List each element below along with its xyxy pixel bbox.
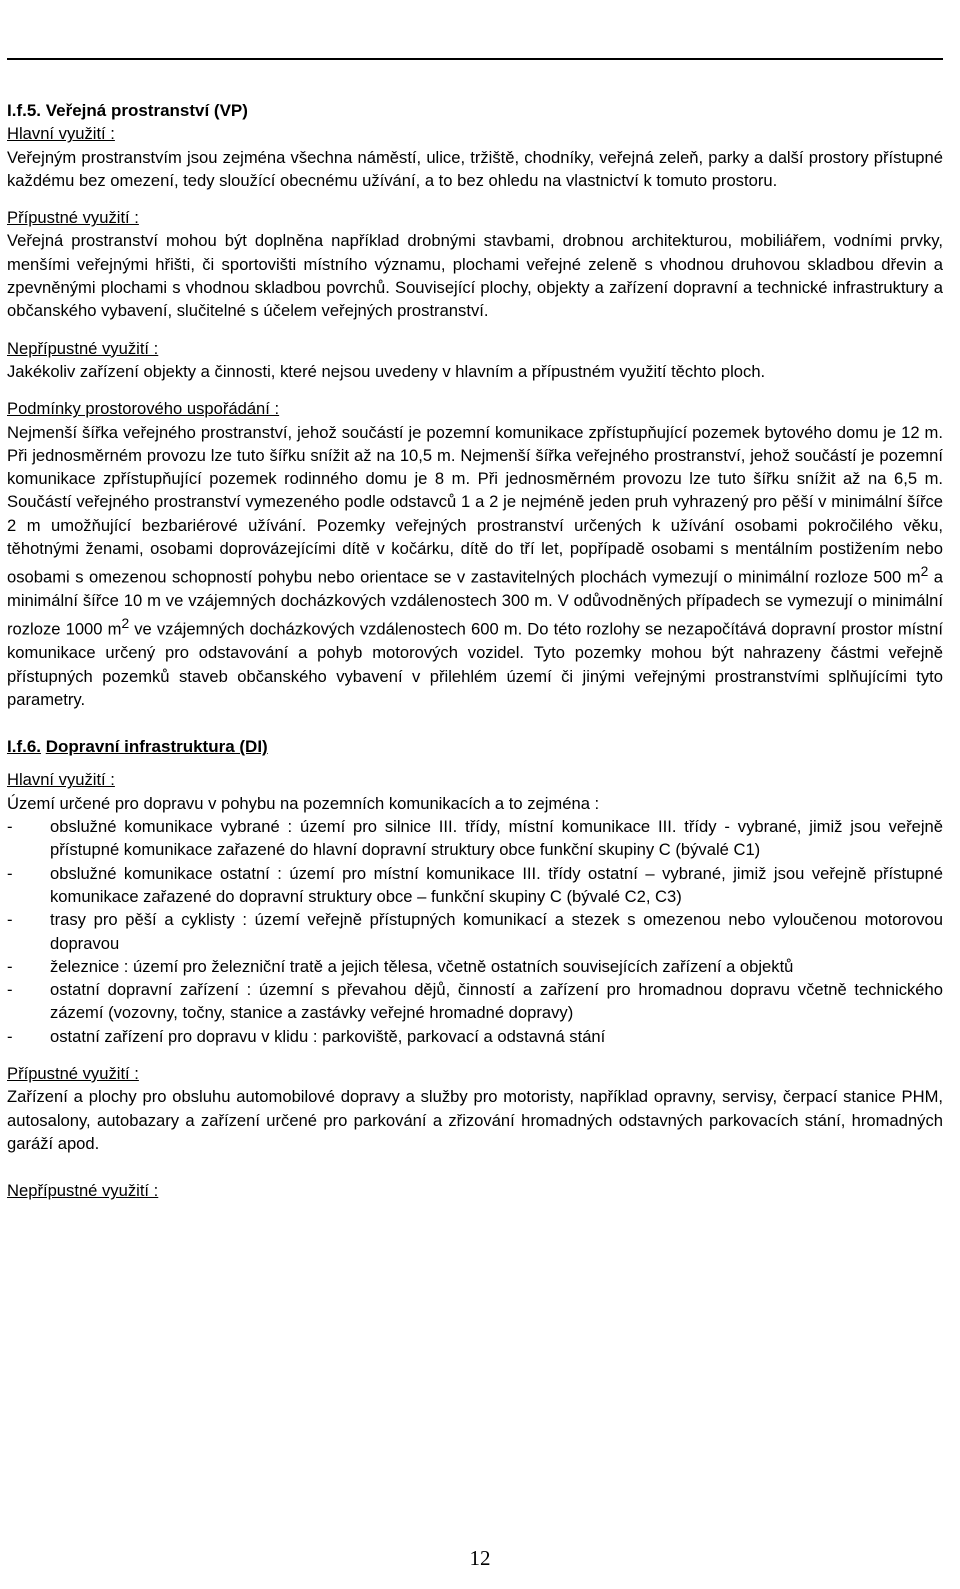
list-item: - železnice : území pro železniční tratě a jejich tělesa, včetně ostatních souvisejících zařízení a objektů — [7, 956, 794, 976]
list-item: - trasy pro pěší a cyklisty : území veřejně přístupných komunikací a stezek s omezenou nebo vyloučenou motorovou dopravou — [7, 910, 943, 953]
list-item: - ostatní zařízení pro dopravu v klidu : parkoviště, parkovací a odstavná stání — [7, 1026, 606, 1046]
di-intro: Území určené pro dopravu v pohybu na pozemních komunikacích a to zejména : — [7, 793, 600, 813]
vp-forbidden-text: Jakékoliv zařízení objekty a činnosti, které nejsou uvedeny v hlavním a přípustném využití těchto ploch. — [7, 361, 766, 381]
superscript: 2 — [920, 563, 929, 580]
document-body — [7, 99, 943, 1203]
list-item: - obslužné komunikace vybrané : území pro silnice III. třídy, místní komunikace III. třídy - vybrané, jimiž jsou veřejně přístupné komunikace zařazené do hlavní dopravní struktury obce funkční skupiny C (bývalé C1) — [7, 817, 943, 860]
page-header — [7, 8, 943, 54]
section-name-di: Dopravní infrastruktura (DI) — [45, 737, 268, 757]
header-divider — [7, 58, 943, 60]
vp-conditions-part-3: ve vzájemných docházkových vzdálenostech 600 m. Do této rozlohy se nezapočítává dopravní prostor místní komunikace určený pro odstavování a pohyb motorových vozidel. Tyto pozemky mohou být nahrazeny částmi veřejně přístupných pozemků staveb občanského vybavení v přilehlém území či jinými veřejnými prostranstvími splňujícími tyto parametry. — [7, 620, 944, 709]
di-forbidden-label: Nepřípustné využití : — [7, 1181, 159, 1201]
vp-conditions-part-1: Nejmenší šířka veřejného prostranství, jehož součástí je pozemní komunikace zpřístupňující pozemek bytového domu je 12 m. Při jednosměrném provozu lze tuto šířku snížit až na 10,5 m. Nejmenší šířka veřejného prostranství, jehož součástí je pozemní komunikace zpřístupňující pozemek rodinného domu je 8 m. Při jednosměrném provozu lze tuto šířku snížit až na 6,5 m. Součástí veřejného prostranství vymezeného podle odstavců 1 a 2 je nejméně jeden pruh vyhrazený pro pěší v minimální šířce 2 m umožňující bezbariérové užívání. Pozemky veřejných prostranství určených k užívání osobami pokročilého věku, těhotnými ženami, osobami doprovázejícími dítě v kočárku, dítě do tří let, popřípadě osobami s mentálním postižením nebo osobami s omezenou schopností pohybu nebo orientace se v zastavitelných plochách vymezují o minimální rozloze 500 m — [7, 422, 943, 587]
header-title: Změna č.1 - Územní plán Dubné — [7, 9, 268, 29]
vp-conditions-text — [7, 421, 943, 712]
di-permitted-label: Přípustné využití : — [7, 1064, 139, 1084]
vp-conditions-label: Podmínky prostorového uspořádání : — [7, 399, 280, 419]
di-main-label: Hlavní využití : — [7, 770, 115, 790]
vp-main-text: Veřejným prostranstvím jsou zejména všechna náměstí, ulice, tržiště, chodníky, veřejná zeleň, parky a další prostory přístupné každému bez omezení, tedy sloužící obecnému užívání, a to bez ohledu na vlastnictví k tomuto prostoru. — [7, 147, 943, 190]
vp-permitted-label: Přípustné využití : — [7, 208, 139, 228]
vp-forbidden-label: Nepřípustné využití : — [7, 338, 159, 358]
vp-conditions-part-2: a minimální šířce 10 m ve vzájemných docházkových vzdálenostech 300 m. V odůvodněných případech se vymezují o minimální rozloze 1000 m — [7, 567, 943, 639]
list-item: - ostatní dopravní zařízení : územní s převahou dějů, činností a zařízení pro hromadnou dopravu včetně technického zázemí (vozovny, točny, stanice a zastávky veřejné hromadné dopravy) — [7, 980, 943, 1023]
list-item: - obslužné komunikace ostatní : území pro místní komunikace III. třídy ostatní – vybrané, jimiž jsou veřejně přístupné komunikace zařazené do dopravní struktury obce – funkční skupiny C (bývalé C2, C3) — [7, 863, 943, 906]
section-name-vp: Veřejná prostranství (VP) — [45, 101, 248, 120]
section-number-vp: I.f.5. — [7, 101, 42, 120]
vp-permitted-text: Veřejná prostranství mohou být doplněna například drobnými stavbami, drobnou architekturou, mobiliářem, vodními prvky, menšími veřejnými hřišti, či sportovišti místního významu, plochami veřejné zeleně s vhodnou druhovou skladbou dřevin a zpevněnými plochami s vhodnou skladbou povrchů. Související plochy, objekty a zařízení dopravní a technické infrastruktury a občanského vybavení, slučitelné s účelem veřejných prostranství. — [7, 231, 943, 321]
section-title-vp — [7, 99, 943, 122]
page-number: 12 — [469, 1546, 491, 1570]
header-subtitle: Návrh pro společné jednání — [7, 32, 228, 52]
di-list — [7, 815, 943, 1048]
di-permitted-text: Zařízení a plochy pro obsluhu automobilové dopravy a služby pro motoristy, například opravny, servisy, čerpací stanice PHM, autosalony, autobazary a zařízení určené pro parkování a zřizování hromadných odstavných parkovacích stání, hromadných garáží apod. — [7, 1087, 943, 1153]
superscript: 2 — [121, 615, 130, 632]
section-title-di — [7, 735, 943, 758]
header-date: září 2014 — [867, 32, 943, 52]
header-doc-code: P01.1-14 — [869, 9, 943, 29]
vp-main-label: Hlavní využití : — [7, 124, 115, 144]
section-number-di: I.f.6. — [7, 737, 42, 757]
